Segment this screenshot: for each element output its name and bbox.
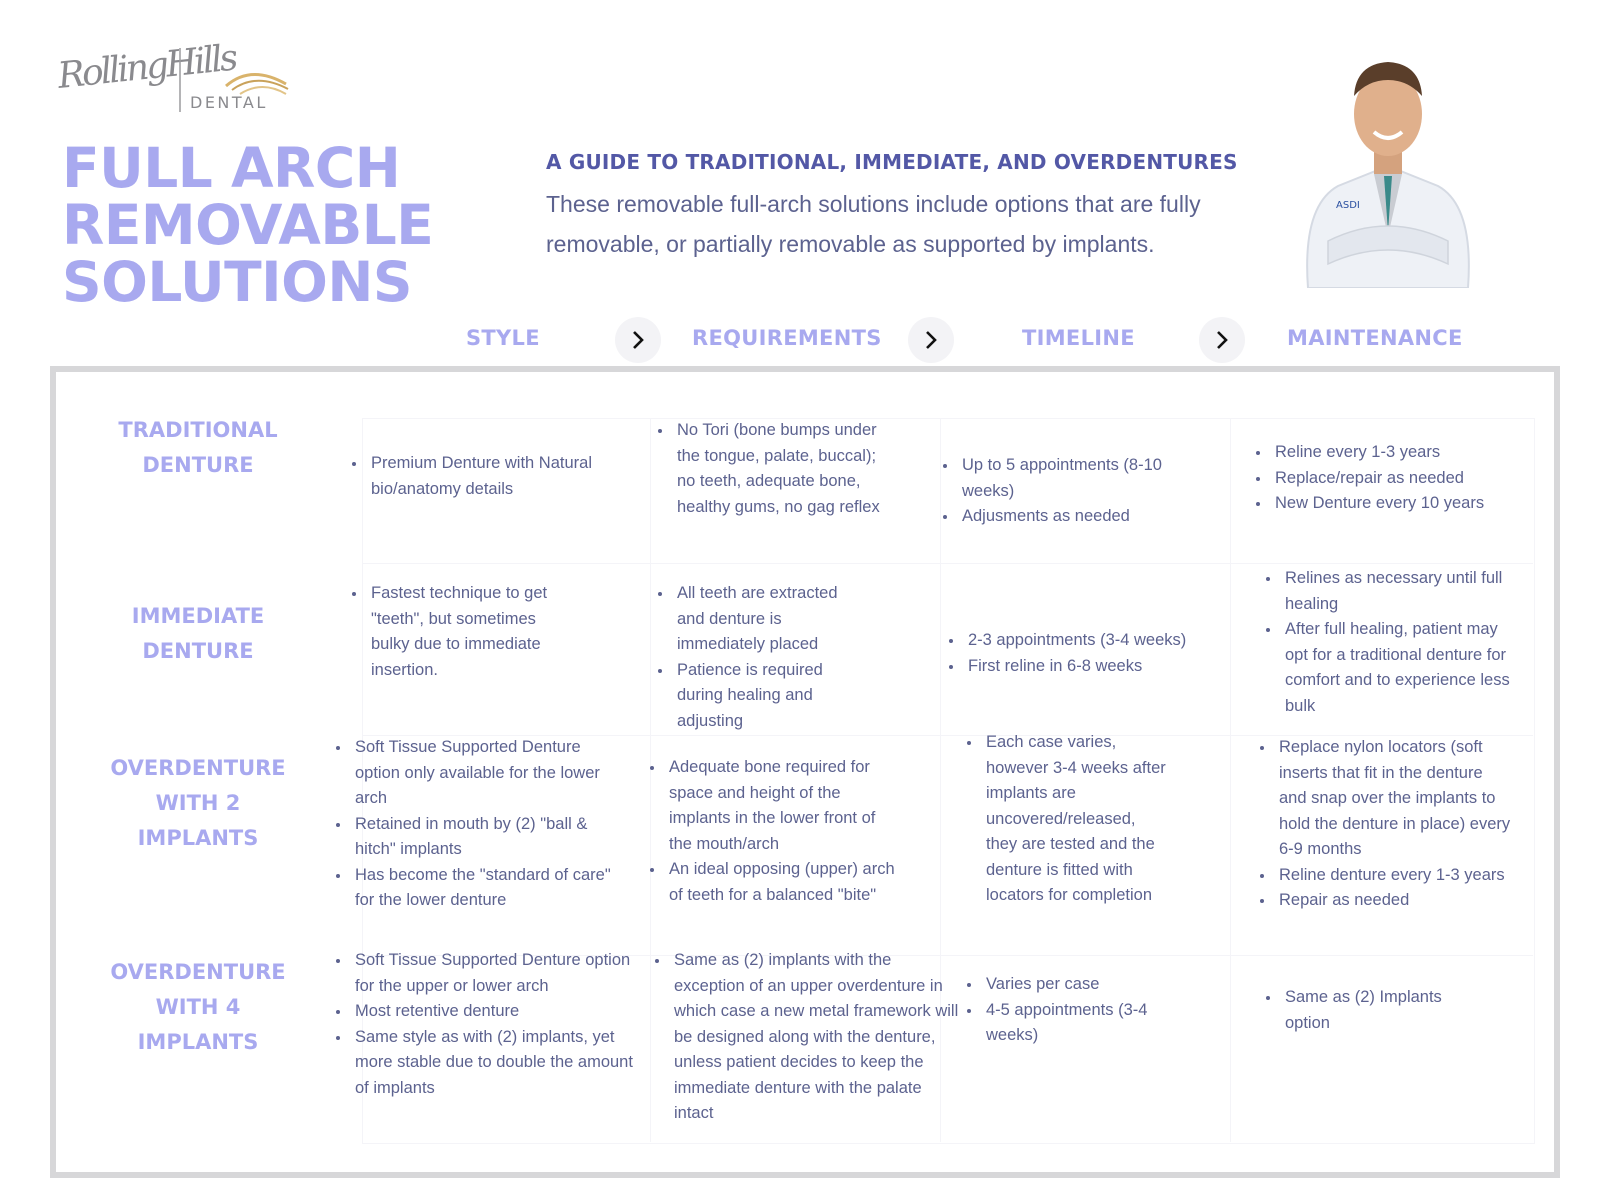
list-item: Repair as needed bbox=[1279, 888, 1514, 914]
row-label-overdenture-4-implants bbox=[98, 955, 298, 1060]
list-item: No Tori (bone bumps under the tongue, palate, buccal); no teeth, adequate bone, healthy gums, no gag reflex bbox=[677, 418, 897, 520]
row-label-line: WITH 2 bbox=[155, 791, 241, 815]
column-header-requirements: REQUIREMENTS bbox=[692, 326, 882, 350]
page-title bbox=[62, 136, 434, 314]
list-item: Adjusments as needed bbox=[962, 504, 1202, 530]
logo-script-text: RollingHills bbox=[56, 37, 238, 97]
guide-subtitle: A GUIDE TO TRADITIONAL, IMMEDIATE, AND OVERDENTURES bbox=[546, 150, 1238, 174]
row-label-line: OVERDENTURE bbox=[110, 960, 286, 984]
list-item: Replace/repair as needed bbox=[1275, 466, 1555, 492]
list-item: New Denture every 10 years bbox=[1275, 491, 1555, 517]
list-item: Same as (2) implants with the exception of an upper overdenture in which case a new metal framework will be designed along with the denture, unless patient decides to keep the immediate denture with the palate intact bbox=[674, 948, 964, 1127]
maintenance-cell bbox=[1264, 985, 1485, 1036]
logo-dental-text: DENTAL bbox=[190, 93, 268, 112]
timeline-cell bbox=[965, 730, 1166, 909]
chevron-right-icon bbox=[615, 317, 661, 363]
svg-text:ASDI: ASDI bbox=[1336, 200, 1360, 211]
dentist-portrait bbox=[1288, 36, 1488, 288]
column-header-maintenance: MAINTENANCE bbox=[1287, 326, 1463, 350]
intro-text bbox=[546, 184, 1286, 264]
row-label-traditional-denture bbox=[98, 413, 298, 483]
maintenance-cell bbox=[1264, 566, 1510, 719]
row-label-line: IMPLANTS bbox=[137, 826, 259, 850]
chevron-right-icon bbox=[1199, 317, 1245, 363]
style-cell bbox=[350, 451, 616, 502]
row-label-line: DENTURE bbox=[142, 639, 254, 663]
list-item: Up to 5 appointments (8-10 weeks) bbox=[962, 453, 1202, 504]
list-item: 4-5 appointments (3-4 weeks) bbox=[986, 998, 1186, 1049]
list-item: Same as (2) Implants option bbox=[1285, 985, 1485, 1036]
table-divider bbox=[1230, 418, 1231, 1142]
list-item: Has become the "standard of care" for the lower denture bbox=[355, 863, 620, 914]
list-item: All teeth are extracted and denture is immediately placed bbox=[677, 581, 867, 658]
requirements-cell bbox=[648, 755, 899, 908]
list-item: Each case varies, however 3-4 weeks after implants are uncovered/released, they are tested and the denture is fitted with locators for completion bbox=[986, 730, 1166, 909]
list-item: Fastest technique to get "teeth", but sometimes bulky due to immediate insertion. bbox=[371, 581, 551, 683]
row-label-line: IMPLANTS bbox=[137, 1030, 259, 1054]
maintenance-cell bbox=[1254, 440, 1555, 517]
column-header-timeline: TIMELINE bbox=[1022, 326, 1135, 350]
row-label-line: IMMEDIATE bbox=[131, 604, 265, 628]
style-cell bbox=[350, 581, 551, 683]
list-item: Adequate bone required for space and height of the implants in the lower front of the mouth/arch bbox=[669, 755, 899, 857]
list-item: After full healing, patient may opt for a traditional denture for comfort and to experience less bulk bbox=[1285, 617, 1510, 719]
chevron-right-icon bbox=[908, 317, 954, 363]
intro-line: removable, or partially removable as supported by implants. bbox=[546, 231, 1155, 257]
timeline-cell bbox=[941, 453, 1202, 530]
rolling-hills-dental-logo bbox=[56, 34, 296, 116]
table-divider bbox=[362, 563, 1533, 564]
row-label-line: WITH 4 bbox=[155, 995, 241, 1019]
intro-line: These removable full-arch solutions include options that are fully bbox=[546, 191, 1201, 217]
style-cell bbox=[334, 735, 620, 914]
list-item: Replace nylon locators (soft inserts that fit in the denture and snap over the implants to hold the denture in place) every 6-9 months bbox=[1279, 735, 1514, 863]
row-label-line: OVERDENTURE bbox=[110, 756, 286, 780]
list-item: Premium Denture with Natural bio/anatomy details bbox=[371, 451, 616, 502]
list-item: Reline denture every 1-3 years bbox=[1279, 863, 1514, 889]
list-item: Relines as necessary until full healing bbox=[1285, 566, 1510, 617]
column-header-style: STYLE bbox=[466, 326, 540, 350]
title-line: FULL ARCH bbox=[62, 136, 401, 200]
row-label-line: DENTURE bbox=[142, 453, 254, 477]
list-item: Soft Tissue Supported Denture option only available for the lower arch bbox=[355, 735, 620, 812]
requirements-cell bbox=[656, 418, 897, 520]
list-item: Varies per case bbox=[986, 972, 1186, 998]
list-item: 2-3 appointments (3-4 weeks) bbox=[968, 628, 1228, 654]
style-cell bbox=[334, 948, 645, 1101]
list-item: First reline in 6-8 weeks bbox=[968, 654, 1228, 680]
title-line: SOLUTIONS bbox=[62, 250, 412, 314]
title-line: REMOVABLE bbox=[62, 193, 434, 257]
row-label-line: TRADITIONAL bbox=[118, 418, 278, 442]
timeline-cell bbox=[947, 628, 1228, 679]
maintenance-cell bbox=[1258, 735, 1514, 914]
timeline-cell bbox=[965, 972, 1186, 1049]
list-item: Reline every 1-3 years bbox=[1275, 440, 1555, 466]
row-label-overdenture-2-implants bbox=[98, 751, 298, 856]
list-item: Retained in mouth by (2) "ball & hitch" implants bbox=[355, 812, 620, 863]
list-item: Patience is required during healing and adjusting bbox=[677, 658, 867, 735]
requirements-cell bbox=[656, 581, 867, 734]
list-item: Soft Tissue Supported Denture option for the upper or lower arch bbox=[355, 948, 645, 999]
requirements-cell bbox=[653, 948, 964, 1127]
list-item: Same style as with (2) implants, yet more stable due to double the amount of implants bbox=[355, 1025, 645, 1102]
list-item: An ideal opposing (upper) arch of teeth for a balanced "bite" bbox=[669, 857, 899, 908]
list-item: Most retentive denture bbox=[355, 999, 645, 1025]
row-label-immediate-denture bbox=[98, 599, 298, 669]
